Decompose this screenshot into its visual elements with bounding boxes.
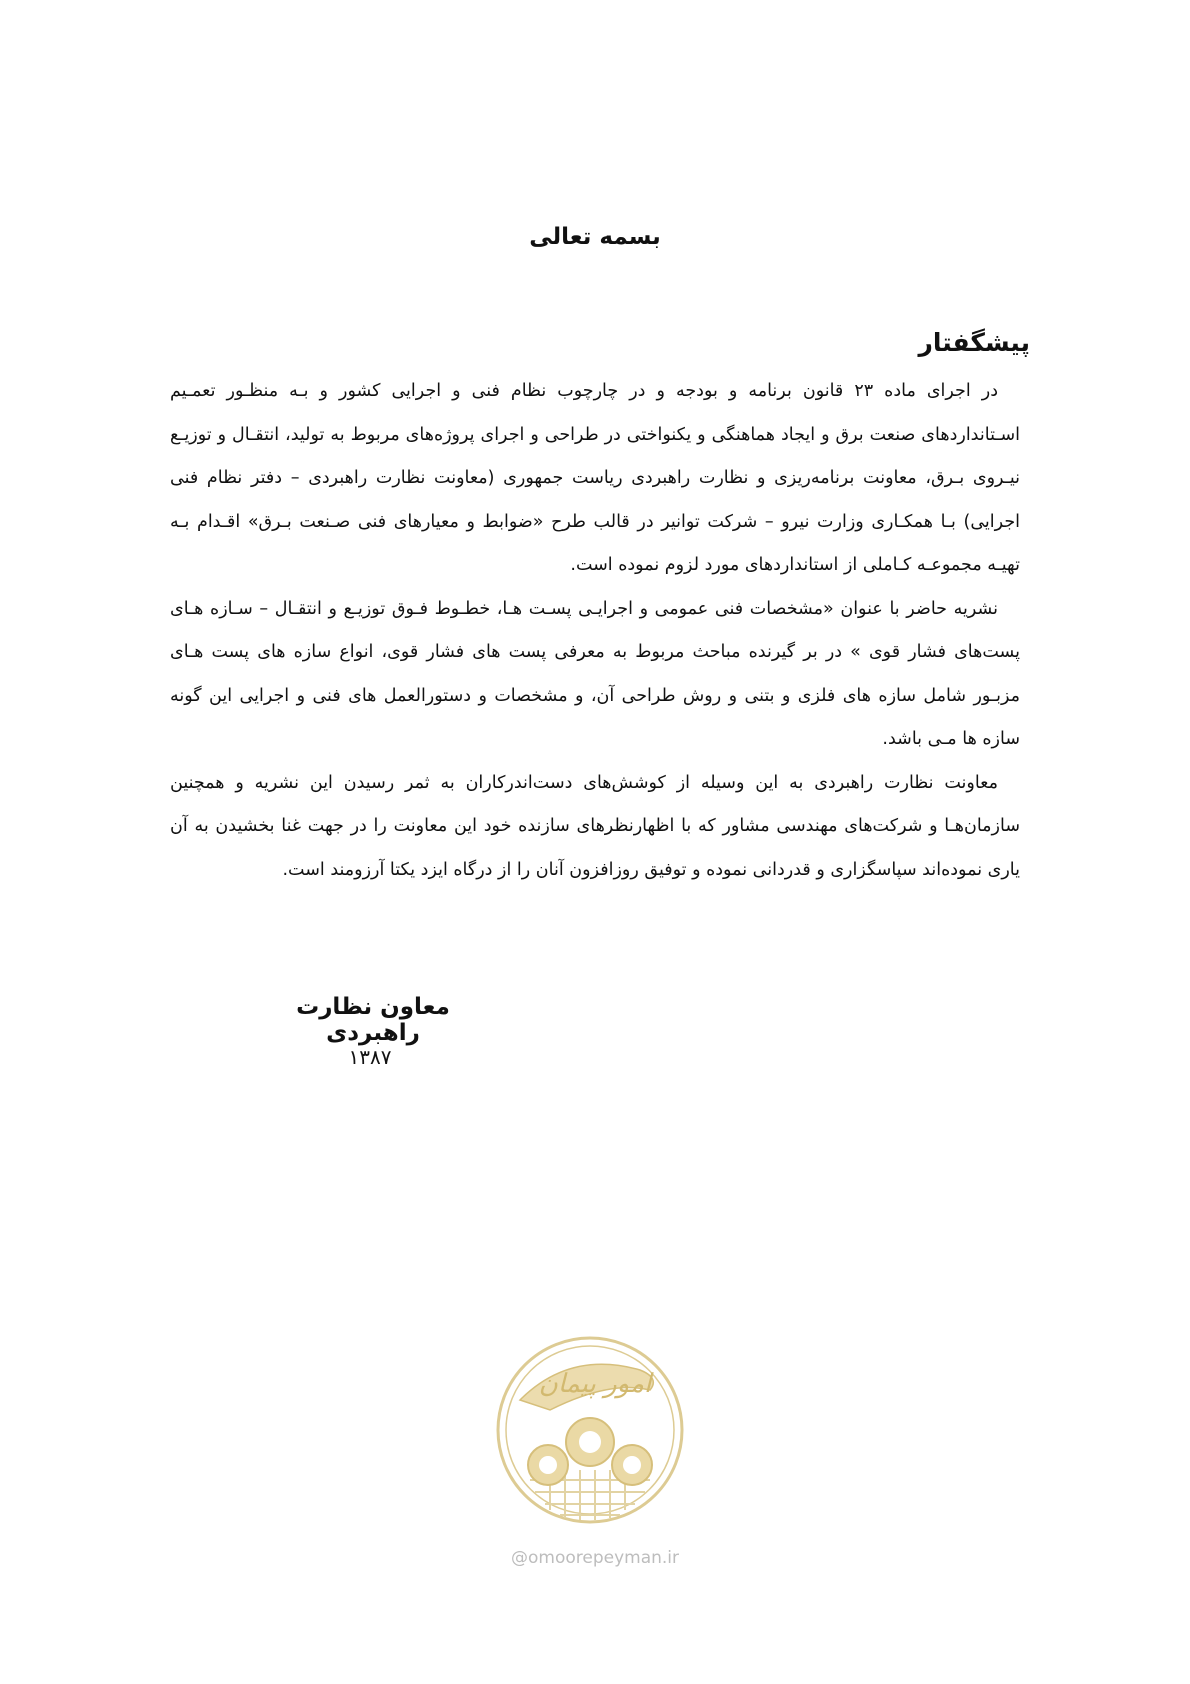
logo-calligraphy-text: امور پیمان bbox=[538, 1369, 652, 1399]
paragraph-2: نشریه حاضر با عنوان «مشخصات فنی عمومی و اجرایـی پسـت هـا، خطـوط فـوق توزیـع و انتقـال – سـازه هـای پست‌های فشار قوی » در بر گیرنده مباحث مربوط به معرفی پست های فشار قوی، انواع سازه های پست هـای مزبـور شامل سازه های فلزی و بتنی و روش طراحی آن، و مشخصات و دستورالعمل های فنی و اجرایی این گونه سازه ها مـی باشد. bbox=[170, 598, 1020, 749]
section-heading: پیشگفتار bbox=[918, 328, 1030, 357]
paragraph-3: معاونت نظارت راهبردی به این وسیله از کوشش‌های دست‌اندرکاران به ثمر رسیدن این نشریه و همچنین سازمان‌هـا و شرکت‌های مهندسی مشاور که با اظهارنظرهای سازنده خود این معاونت را در جهت غنا بخشیدن به آن یاری نموده‌اند سپاسگزاری و قدردانی نموده و توفیق روزافزون آنان را از درگاه ایزد یکتا آرزومند است. bbox=[170, 772, 1020, 880]
paragraph-1: در اجرای ماده ۲۳ قانون برنامه و بودجه و در چارچوب نظام فنی و اجرایی کشور و بـه منظـور تعمـیم اسـتانداردهای صنعت برق و ایجاد هماهنگی و یکنواختی در طراحی و اجرای پروژه‌های مربوط به تولید، انتقـال و توزیـع نیـروی بـرق، معاونت برنامه‌ریزی و نظارت راهبردی ریاست جمهوری (معاونت نظارت راهبردی – دفتر نظام فنی اجرایی) بـا همکـاری وزارت نیرو – شرکت توانیر در قالب طرح «ضوابط و معیارهای فنی صـنعت بـرق» اقـدام بـه تهیـه مجموعـه کـاملی از استانداردهای مورد لزوم نموده است. bbox=[170, 381, 1020, 575]
signature-year: ۱۳۸۷ bbox=[348, 1045, 392, 1069]
omoorepeyman-logo-icon bbox=[490, 1330, 690, 1550]
watermark-url: @omoorepeyman.ir bbox=[510, 1548, 680, 1568]
page-title: بسمه تعالی bbox=[529, 224, 661, 250]
body-text bbox=[170, 370, 1020, 892]
signature-title: معاون نظارت راهبردی bbox=[296, 994, 450, 1046]
